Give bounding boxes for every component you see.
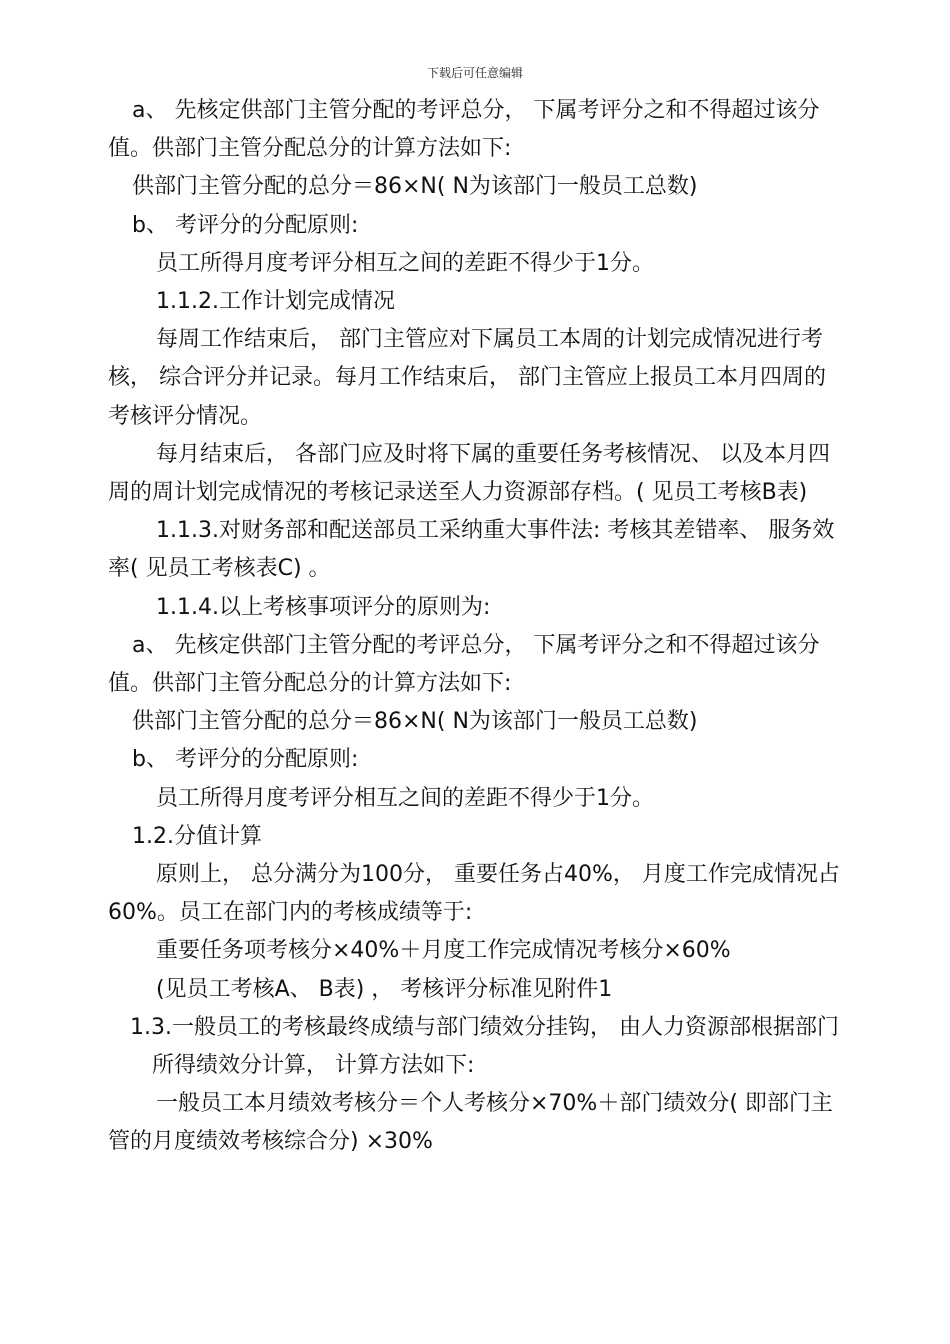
paragraph-score-principle: 原则上， 总分满分为100分， 重要任务占40%， 月度工作完成情况占60%。员工在部门内的考核成绩等于: [108, 862, 840, 926]
paragraph-monthly-archive: 每月结束后， 各部门应及时将下属的重要任务考核情况、 以及本月四周的周计划完成情况的考核记录送至人力资源部存档。( 见员工考核B表) [108, 441, 830, 506]
paragraph-formula-total: 供部门主管分配的总分＝86×N( N为该部门一般员工总数) [132, 174, 698, 200]
paragraph-rule-b: b、 考评分的分配原则: [132, 212, 359, 238]
paragraph-score-reference: (见员工考核A、 B表) ， 考核评分标准见附件1 [156, 976, 613, 1002]
section-heading-1-3: 1.3.一般员工的考核最终成绩与部门绩效分挂钩， 由人力资源部根据部门所得绩效分计算， 计算方法如下: [130, 1014, 839, 1079]
section-heading-1-1-4: 1.1.4.以上考核事项评分的原则为: [156, 594, 491, 620]
paragraph-min-gap-repeat: 员工所得月度考评分相互之间的差距不得少于1分。 [156, 785, 654, 811]
paragraph-1-1-3: 1.1.3.对财务部和配送部员工采纳重大事件法: 考核其差错率、 服务效率( 见员工考核表C) 。 [108, 518, 835, 582]
paragraph-weekly-review: 每周工作结束后， 部门主管应对下属员工本周的计划完成情况进行考核， 综合评分并记录。每月工作结束后， 部门主管应上报员工本月四周的考核评分情况。 [108, 327, 826, 429]
paragraph-final-formula: 一般员工本月绩效考核分＝个人考核分×70%＋部门绩效分( 即部门主管的月度绩效考核综合分) ×30% [108, 1091, 833, 1155]
section-heading-1-2: 1.2.分值计算 [132, 823, 262, 849]
document-body [108, 92, 846, 1162]
page-header: 下载后可任意编辑 [426, 66, 523, 80]
paragraph-min-gap: 员工所得月度考评分相互之间的差距不得少于1分。 [156, 250, 654, 276]
paragraph-score-formula: 重要任务项考核分×40%＋月度工作完成情况考核分×60% [156, 938, 731, 964]
paragraph-rule-b-repeat: b、 考评分的分配原则: [132, 747, 359, 773]
section-heading-1-1-2: 1.1.2.工作计划完成情况 [156, 289, 395, 315]
paragraph-formula-total-repeat: 供部门主管分配的总分＝86×N( N为该部门一般员工总数) [132, 709, 698, 735]
paragraph-rule-a-repeat: a、 先核定供部门主管分配的考评总分， 下属考评分之和不得超过该分值。供部门主管分配总分的计算方法如下: [108, 632, 820, 697]
paragraph-rule-a: a、 先核定供部门主管分配的考评总分， 下属考评分之和不得超过该分值。供部门主管分配总分的计算方法如下: [108, 98, 820, 162]
